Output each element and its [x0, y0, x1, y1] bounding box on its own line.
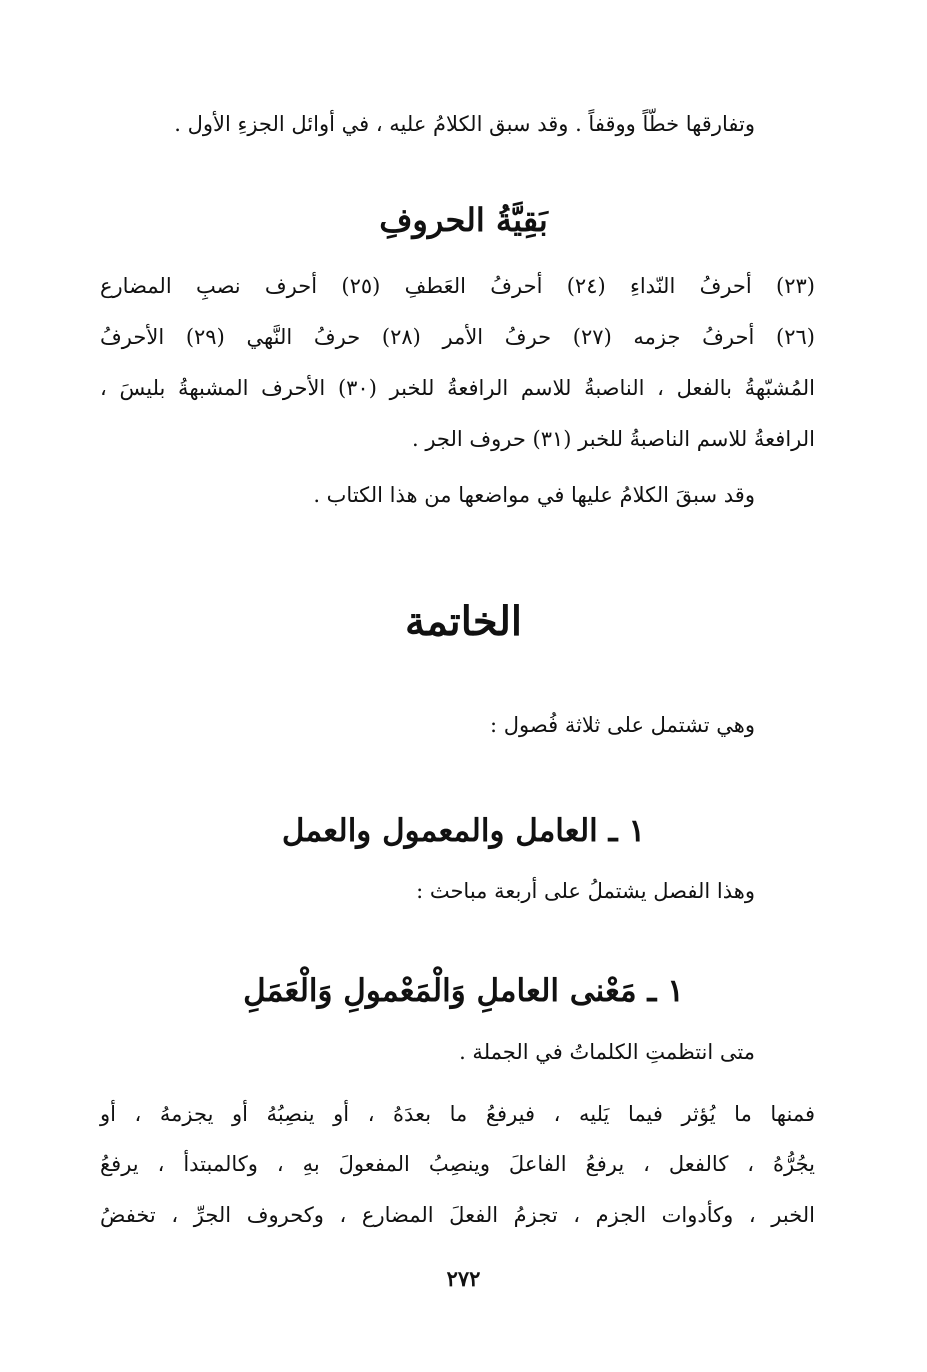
conclusion-intro: وهي تشتمل على ثلاثة فُصول : [490, 713, 755, 737]
remaining-letters-line-3: المُشبّهةُ بالفعل ، الناصبةُ للاسم الرافعةُ للخبر (٣٠) الأحرف المشبهةُ بليسَ ، [100, 376, 815, 400]
section-1-intro: متى انتظمتِ الكلماتُ في الجملة . [459, 1040, 755, 1064]
page-number: ٢٧٢ [446, 1266, 481, 1291]
remaining-letters-line-4: الرافعةُ للاسم الناصبةُ للخبر (٣١) حروف الجر . [411, 427, 815, 451]
remaining-letters-heading: بَقِيَّةُ الحروفِ [379, 201, 548, 239]
section-1-line-3: الخبر ، وكأدوات الجزم ، تجزمُ الفعلَ المضارع ، وكحروف الجرِّ ، تخفضُ [100, 1203, 815, 1227]
remaining-letters-line-2: (٢٦) أحرفُ جزمه (٢٧) حرفُ الأمر (٢٨) حرفُ النَّهي (٢٩) الأحرفُ [100, 325, 815, 349]
chapter-1-heading: ١ ـ العامل والمعمول والعمل [281, 813, 646, 849]
remaining-letters-note: وقد سبقَ الكلامُ عليها في مواضعها من هذا الكتاب . [313, 483, 755, 507]
remaining-letters-line-1: (٢٣) أحرفُ النّداءِ (٢٤) أحرفُ العَطفِ (٢٥) أحرف نصبِ المضارع [100, 274, 815, 298]
conclusion-heading: الخاتمة [404, 598, 522, 645]
chapter-1-intro: وهذا الفصل يشتملُ على أربعة مباحث : [416, 879, 755, 903]
section-1-line-1: فمنها ما يُؤثر فيما يَليه ، فيرفعُ ما بعدَهُ ، أو ينصِبُهُ أو يجزمهُ ، أو [100, 1102, 815, 1126]
intro-line: وتفارقها خطّاً ووقفاً . وقد سبق الكلامُ عليه ، في أوائل الجزءِ الأول . [174, 112, 755, 136]
section-1-line-2: يجُرُّهُ ، كالفعل ، يرفعُ الفاعلَ وينصِبُ المفعولَ بهِ ، وكالمبتدأ ، يرفعُ [100, 1152, 815, 1176]
section-1-heading: ١ ـ مَعْنى العاملِ وَالْمَعْمولِ وَالْعَمَلِ [243, 973, 684, 1009]
